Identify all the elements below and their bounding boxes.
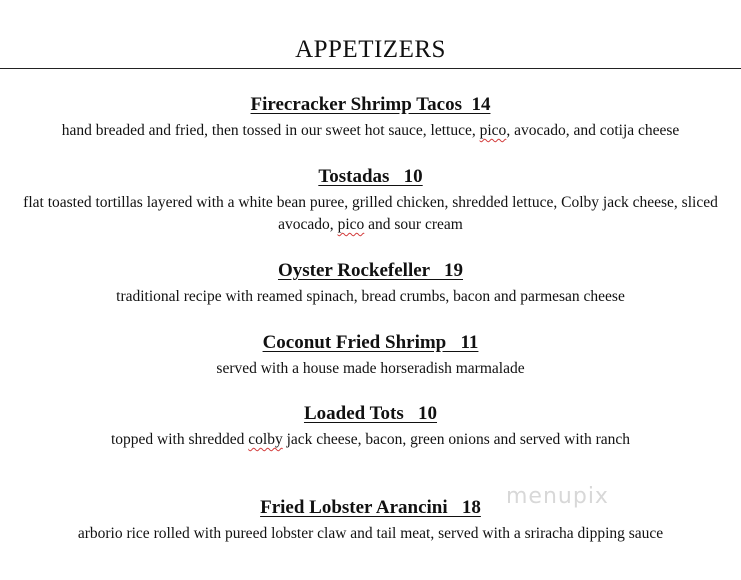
menupix-watermark: menupix: [506, 484, 609, 509]
desc-text: topped with shredded: [110, 431, 249, 448]
desc-text: flat toasted tortillas layered with a white bean puree, grilled chicken, shredded lettuce, Colby jack cheese, sliced avocado,: [23, 194, 718, 233]
menu-item-oyster-rockefeller: [0, 260, 741, 308]
desc-text: jack cheese, bacon, green onions and served with ranch: [282, 431, 631, 448]
desc-text: arborio rice rolled with pureed lobster claw and tail meat, served with a sriracha dipping sauce: [77, 525, 664, 542]
spellcheck-word: colby: [248, 431, 283, 448]
title-divider: [0, 68, 741, 69]
item-description: [0, 523, 741, 545]
section-title: APPETIZERS: [295, 36, 446, 63]
desc-text: , avocado, and cotija cheese: [506, 122, 680, 139]
item-name: Tostadas 10: [318, 166, 423, 187]
item-name: Coconut Fried Shrimp 11: [262, 332, 479, 353]
spellcheck-word: pico: [337, 216, 365, 233]
menu-item-loaded-tots: [0, 403, 741, 451]
item-description: [0, 429, 741, 451]
menu-item-firecracker-shrimp-tacos: [0, 94, 741, 142]
item-description: [0, 286, 741, 308]
item-description: [0, 358, 741, 380]
menu-item-fried-lobster-arancini: [0, 497, 741, 545]
desc-text: hand breaded and fried, then tossed in our sweet hot sauce, lettuce,: [61, 122, 480, 139]
desc-text: traditional recipe with reamed spinach, bread crumbs, bacon and parmesan cheese: [116, 288, 625, 305]
menu-item-tostadas: [0, 166, 741, 236]
item-name: Oyster Rockefeller 19: [277, 260, 464, 281]
spellcheck-word: pico: [479, 122, 507, 139]
item-name: Fried Lobster Arancini 18: [260, 497, 481, 518]
item-description: [0, 192, 741, 236]
item-name: Firecracker Shrimp Tacos 14: [250, 94, 491, 115]
menu-item-coconut-fried-shrimp: [0, 332, 741, 380]
desc-text: served with a house made horseradish marmalade: [216, 360, 525, 377]
item-description: [0, 120, 741, 142]
item-name: Loaded Tots 10: [303, 403, 438, 424]
desc-text: and sour cream: [364, 216, 463, 233]
